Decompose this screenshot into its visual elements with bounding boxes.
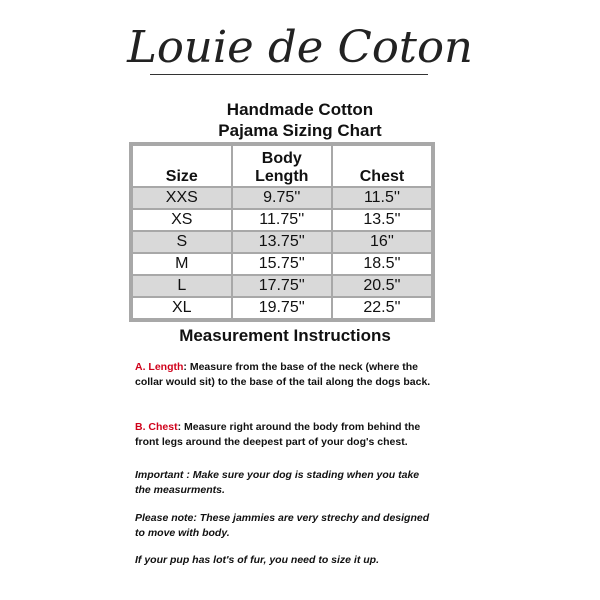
cell-size: M (132, 253, 232, 275)
cell-size: XL (132, 297, 232, 319)
sizing-table (129, 142, 435, 322)
chest-instruction (135, 420, 435, 450)
cell-size: XS (132, 209, 232, 231)
cell-size: XXS (132, 187, 232, 209)
header-size: Size (132, 145, 232, 187)
cell-length: 11.75'' (232, 209, 332, 231)
table-row (132, 297, 432, 319)
cell-length: 13.75'' (232, 231, 332, 253)
logo-underline (150, 74, 428, 75)
instructions-heading: Measurement Instructions (179, 326, 391, 345)
table-row (132, 231, 432, 253)
chest-label: B. Chest (135, 421, 178, 433)
length-text: : Measure from the base of the neck (where the collar would sit) to the base of the tail along the dogs back. (135, 361, 431, 388)
table-header-row (132, 145, 432, 187)
header-length-line2: Length (255, 168, 309, 185)
cell-size: L (132, 275, 232, 297)
fur-note: If your pup has lot's of fur, you need to size it up. (135, 554, 380, 566)
header-body-length (232, 145, 332, 187)
table-row (132, 253, 432, 275)
table-row (132, 187, 432, 209)
length-instruction (135, 360, 435, 390)
cell-chest: 18.5'' (332, 253, 432, 275)
cell-chest: 13.5'' (332, 209, 432, 231)
cell-length: 19.75'' (232, 297, 332, 319)
cell-length: 17.75'' (232, 275, 332, 297)
header-length-line1: Body (261, 150, 302, 167)
cell-length: 9.75'' (232, 187, 332, 209)
cell-chest: 11.5'' (332, 187, 432, 209)
brand-logo: Louie de Coton (127, 22, 473, 73)
chart-title-line2: Pajama Sizing Chart (218, 121, 382, 140)
important-note: Important : Make sure your dog is stading when you take the measurments. (135, 469, 420, 496)
cell-chest: 22.5'' (332, 297, 432, 319)
cell-size: S (132, 231, 232, 253)
header-chest: Chest (332, 145, 432, 187)
chest-text: : Measure right around the body from behind the front legs around the deepest part of your dog's chest. (135, 421, 421, 448)
chart-title-line1: Handmade Cotton (226, 100, 374, 119)
table-row (132, 275, 432, 297)
stretch-note: Please note: These jammies are very strechy and designed to move with body. (135, 512, 430, 539)
table-row (132, 209, 432, 231)
cell-chest: 20.5'' (332, 275, 432, 297)
length-label: A. Length (135, 361, 184, 373)
cell-length: 15.75'' (232, 253, 332, 275)
cell-chest: 16'' (332, 231, 432, 253)
